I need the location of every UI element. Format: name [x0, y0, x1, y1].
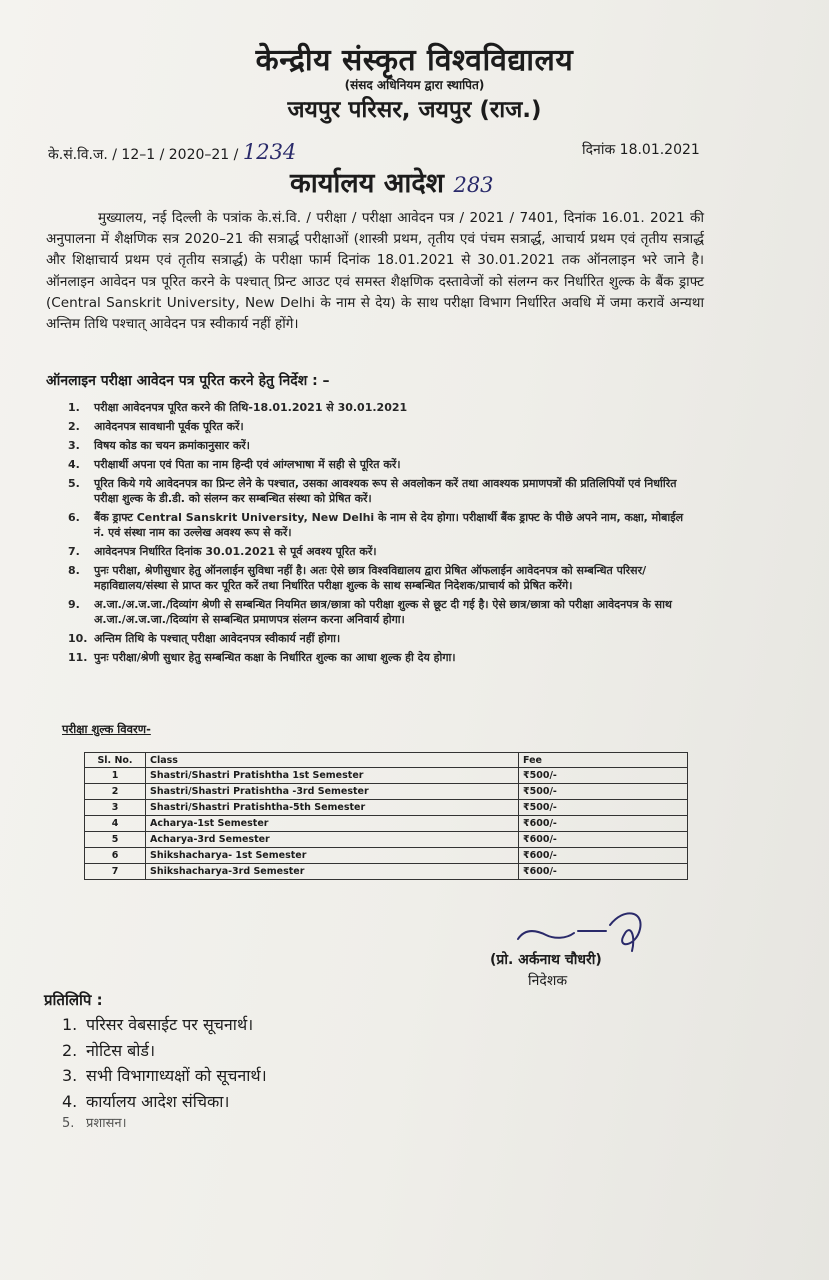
fee-amount: ₹500/- — [519, 768, 688, 784]
fee-amount: ₹600/- — [519, 832, 688, 848]
fee-amount: ₹500/- — [519, 800, 688, 816]
signatory-designation: निदेशक — [528, 973, 568, 989]
copy-text: प्रशासन। — [86, 1116, 127, 1131]
fee-table — [84, 752, 688, 880]
copy-text: नोटिस बोर्ड। — [86, 1040, 156, 1060]
instruction-item — [46, 400, 686, 415]
fee-class: Shastri/Shastri Pratishtha 1st Semester — [146, 768, 519, 784]
fee-table-row — [85, 768, 688, 784]
fee-table-row — [85, 800, 688, 816]
instruction-item — [46, 597, 686, 627]
instruction-text: आवेदनपत्र सावधानी पूर्वक पूरित करें। — [94, 420, 244, 433]
fee-amount: ₹500/- — [519, 784, 688, 800]
signatory-name: (प्रो. अर्कनाथ चौधरी) — [490, 952, 602, 968]
instruction-text: आवेदनपत्र निर्धारित दिनांक 30.01.2021 से पूर्व अवश्य पूरित करें। — [94, 545, 377, 558]
copy-item — [62, 1012, 267, 1038]
fee-amount: ₹600/- — [519, 864, 688, 880]
instruction-text: अन्तिम तिथि के पश्चात् परीक्षा आवेदनपत्र स्वीकार्य नहीं होगा। — [94, 632, 341, 645]
copy-number: 4. — [62, 1091, 78, 1111]
copy-item — [62, 1089, 267, 1115]
instructions-list — [46, 400, 686, 669]
fee-slno: 5 — [85, 832, 146, 848]
copy-number: 1. — [62, 1015, 78, 1034]
order-number-handwritten: 283 — [453, 173, 494, 197]
instruction-item — [46, 563, 686, 593]
instruction-number: 9. — [68, 598, 80, 611]
fee-header-class: Class — [146, 753, 519, 768]
university-name: केन्द्रीय संस्कृत विश्वविद्यालय — [255, 43, 574, 78]
instruction-item — [46, 631, 686, 646]
instruction-text: परीक्षार्थी अपना एवं पिता का नाम हिन्दी एवं आंग्लभाषा में सही से पूरित करें। — [94, 458, 401, 471]
fee-class: Acharya-1st Semester — [146, 816, 519, 832]
copy-text: परिसर वेबसाईट पर सूचनार्थ। — [86, 1015, 254, 1034]
copy-item — [62, 1114, 267, 1134]
reference-number — [48, 140, 296, 164]
instruction-text: बैंक ड्राफ्ट Central Sanskrit University, New Delhi के नाम से देय होगा। परीक्षार्थी बैंक ड्राफ्ट के पीछे अपने नाम, कक्षा, मोबाईल नं. एवं संस्था नाम का उल्लेख अवश्य रूप से करें। — [94, 511, 684, 539]
fee-slno: 3 — [85, 800, 146, 816]
instruction-text: पुनः परीक्षा/श्रेणी सुधार हेतु सम्बन्धित कक्षा के निर्धारित शुल्क का आधा शुल्क ही देय होगा। — [94, 651, 456, 664]
instruction-item — [46, 438, 686, 453]
instruction-item — [46, 510, 686, 540]
instruction-number: 5. — [68, 477, 80, 490]
instruction-number: 8. — [68, 564, 80, 577]
fee-class: Shastri/Shastri Pratishtha-5th Semester — [146, 800, 519, 816]
fee-class: Acharya-3rd Semester — [146, 832, 519, 848]
fee-table-row — [85, 832, 688, 848]
fee-slno: 7 — [85, 864, 146, 880]
fee-table-row — [85, 864, 688, 880]
fee-table-row — [85, 784, 688, 800]
copy-item — [62, 1038, 267, 1064]
copy-item — [62, 1063, 267, 1089]
instruction-number: 1. — [68, 401, 80, 414]
body-paragraph: मुख्यालय, नई दिल्ली के पत्रांक के.सं.वि. / परीक्षा / परीक्षा आवेदन पत्र / 2021 / 7401, दिनांक 16.01. 2021 की अनुपालना में शैक्षणिक सत्र 2020–21 की सत्रार्द्ध परीक्षाओं (शास्त्री प्रथम, तृतीय एवं पंचम सत्रार्द्ध, आचार्य प्रथम एवं तृतीय सत्रार्द्ध और शिक्षाचार्य प्रथम एवं तृतीय सत्रार्द्ध) के परीक्षा फार्म दिनांक 18.01.2021 से 30.01.2021 तक ऑनलाइन भरे जाने है। ऑनलाइन आवेदन पत्र पूरित करने के पश्चात् प्रिन्ट आउट एवं समस्त शैक्षणिक दस्तावेजों को संलग्न कर निर्धारित शुल्क के बैंक ड्राफ्ट (Central Sanskrit University, New Delhi के नाम से देय) के साथ परीक्षा विभाग निर्धारित अवधि में जमा करावें अन्यथा अन्तिम तिथि पश्चात् आवेदन पत्र स्वीकार्य नहीं होंगे। — [46, 210, 704, 333]
instruction-number: 11. — [68, 651, 88, 664]
fee-table-row — [85, 848, 688, 864]
fee-slno: 1 — [85, 768, 146, 784]
fee-slno: 6 — [85, 848, 146, 864]
copy-text: कार्यालय आदेश संचिका। — [86, 1091, 230, 1111]
instruction-number: 2. — [68, 420, 80, 433]
order-date: दिनांक 18.01.2021 — [582, 142, 700, 158]
instructions-heading: ऑनलाइन परीक्षा आवेदन पत्र पूरित करने हेतु निर्देश : – — [46, 373, 330, 389]
fee-header-fee: Fee — [519, 753, 688, 768]
copy-to-list — [62, 1012, 267, 1134]
reference-printed: के.सं.वि.ज. / 12–1 / 2020–21 / — [48, 147, 239, 163]
copy-to-heading: प्रतिलिपि : — [44, 991, 103, 1009]
order-title — [290, 163, 494, 200]
fee-header-slno: Sl. No. — [85, 753, 146, 768]
fee-slno: 4 — [85, 816, 146, 832]
fee-class: Shastri/Shastri Pratishtha -3rd Semester — [146, 784, 519, 800]
fee-table-header — [85, 753, 688, 768]
copy-text: सभी विभागाध्यक्षों को सूचनार्थ। — [86, 1066, 267, 1085]
fee-class: Shikshacharya-3rd Semester — [146, 864, 519, 880]
instruction-item — [46, 650, 686, 665]
instruction-text: अ.जा./अ.ज.जा./दिव्यांग श्रेणी से सम्बन्धित नियमित छात्र/छात्रा को परीक्षा शुल्क से छूट दी गई है। ऐसे छात्र/छात्रा को परीक्षा आवेदनपत्र के साथ अ.जा./अ.ज.जा./दिव्यांग से सम्बन्धित प्रमाणपत्र संलग्न करना अनिवार्य होगा। — [94, 598, 672, 626]
fee-section-label: परीक्षा शुल्क विवरण- — [62, 722, 151, 736]
copy-number: 5. — [62, 1116, 75, 1131]
fee-amount: ₹600/- — [519, 816, 688, 832]
instruction-item — [46, 419, 686, 434]
instruction-item — [46, 457, 686, 472]
fee-slno: 2 — [85, 784, 146, 800]
establishment-note: (संसद अधिनियम द्वारा स्थापित) — [344, 78, 485, 92]
copy-number: 2. — [62, 1040, 78, 1060]
instruction-number: 10. — [68, 632, 88, 645]
instruction-text: पूरित किये गये आवेदनपत्र का प्रिन्ट लेने के पश्चात, उसका आवश्यक रूप से अवलोकन करें तथा आवश्यक प्रमाणपत्रों की प्रतिलिपियों एवं निर्धारित परीक्षा शुल्क के डी.डी. को संलग्न कर सम्बन्धित संस्था को प्रेषित करें। — [94, 477, 677, 505]
order-title-text: कार्यालय आदेश — [290, 168, 445, 199]
instruction-number: 6. — [68, 511, 80, 524]
fee-amount: ₹600/- — [519, 848, 688, 864]
copy-number: 3. — [62, 1066, 78, 1085]
campus-name: जयपुर परिसर, जयपुर (राज.) — [287, 97, 542, 123]
instruction-text: पुनः परीक्षा, श्रेणीसुधार हेतु ऑनलाईन सुविधा नहीं है। अतः ऐसे छात्र विश्वविद्यालय द्वारा प्रेषित ऑफलाईन आवेदनपत्र को सम्बन्धित परिसर/महाविद्यालय/संस्था से प्राप्त कर पूरित करें तथा निर्धारित परीक्षा शुल्क के साथ सम्बन्धित निदेशक/प्राचार्य को प्रेषित करेंगे। — [94, 564, 647, 592]
signature-scribble — [512, 905, 652, 955]
instruction-text: परीक्षा आवेदनपत्र पूरित करने की तिथि-18.01.2021 से 30.01.2021 — [94, 401, 408, 414]
instruction-number: 4. — [68, 458, 80, 471]
fee-class: Shikshacharya- 1st Semester — [146, 848, 519, 864]
reference-handwritten: 1234 — [242, 140, 297, 164]
instruction-text: विषय कोड का चयन क्रमांकानुसार करें। — [94, 439, 250, 452]
instruction-item — [46, 476, 686, 506]
instruction-item — [46, 544, 686, 559]
instruction-number: 3. — [68, 439, 80, 452]
instruction-number: 7. — [68, 545, 80, 558]
fee-table-row — [85, 816, 688, 832]
